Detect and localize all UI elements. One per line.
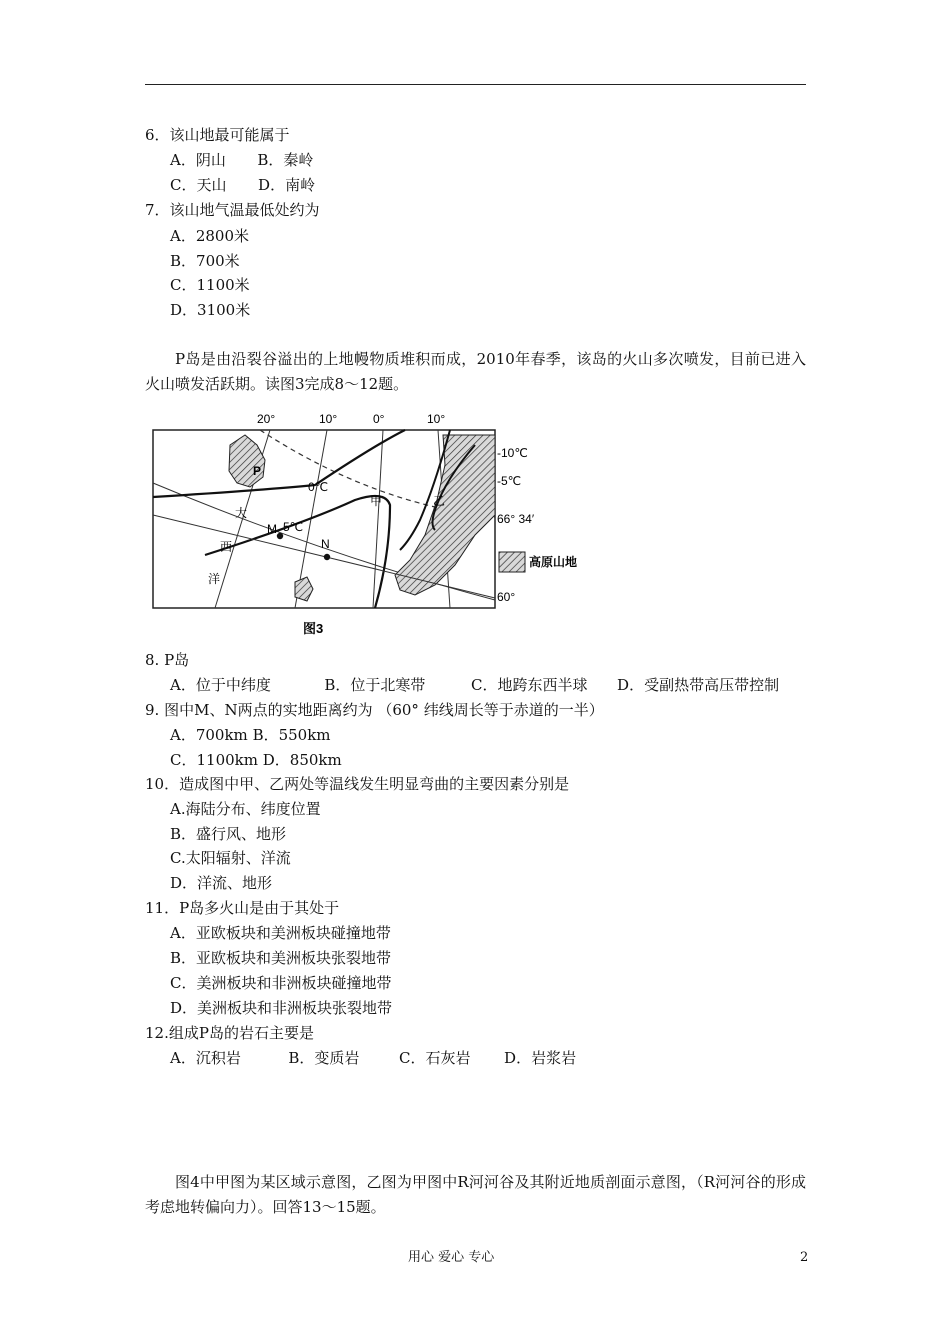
q8-stem: 8. P岛: [145, 651, 190, 669]
q10-option-d: D．洋流、地形: [170, 874, 273, 892]
lon-label-10w: 10°: [319, 412, 338, 426]
q11-option-c: C．美洲板块和非洲板块碰撞地带: [170, 974, 392, 992]
figure-3-map: [145, 405, 605, 640]
q9-option-d: D．850km: [262, 751, 342, 769]
q11-option-d: D．美洲板块和非洲板块张裂地带: [170, 999, 393, 1017]
label-n: N: [321, 537, 330, 551]
label-p: P: [253, 464, 262, 478]
lon-label-10e: 10°: [427, 412, 446, 426]
iso-label-5c: 5℃: [283, 520, 304, 534]
q7-option-c: C．1100米: [170, 276, 250, 294]
q11-stem: 11．P岛多火山是由于其处于: [145, 899, 340, 917]
q7-option-a: A．2800米: [170, 227, 250, 245]
q10-option-a: A.海陆分布、纬度位置: [170, 800, 321, 818]
ocean-char-1: 大: [235, 506, 248, 520]
legend-label: 高原山地: [529, 555, 578, 569]
legend-swatch: [499, 552, 525, 572]
ocean-char-3: 洋: [208, 572, 221, 586]
q9-option-b: B．550km: [252, 726, 331, 744]
q6-stem: 6．该山地最可能属于: [145, 126, 290, 144]
q12-option-a: A．沉积岩: [170, 1049, 241, 1067]
q8-option-d: D．受副热带高压带控制: [617, 676, 780, 694]
map-svg: [145, 405, 605, 640]
q6-option-d: D．南岭: [258, 176, 316, 194]
lon-label-20: 20°: [257, 412, 276, 426]
q6-options-row1: [170, 150, 313, 170]
intro-paragraph-1: P岛是由沿裂谷溢出的上地幔物质堆积而成，2010年春季，该岛的火山多次喷发，目前已进入火山喷发活跃期。读图3完成8～12题。: [145, 350, 806, 393]
lat-label-66: 66° 34′: [497, 512, 535, 526]
iso-label-minus5c: -5℃: [497, 474, 522, 488]
q6-options-row2: [170, 175, 315, 195]
q12-option-b: B．变质岩: [288, 1049, 360, 1067]
q12-option-d: D．岩浆岩: [504, 1049, 577, 1067]
page-number: 2: [800, 1250, 809, 1265]
q9-options-row2: [170, 750, 342, 770]
intro-paragraph-2: 图4中甲图为某区域示意图，乙图为甲图中R河河谷及其附近地质剖面示意图，（R河河谷的形成考虑地转偏向力）。回答13～15题。: [145, 1173, 806, 1216]
q10-option-c: C.太阳辐射、洋流: [170, 849, 291, 867]
lon-label-0: 0°: [373, 412, 385, 426]
q12-stem: 12.组成P岛的岩石主要是: [145, 1024, 314, 1042]
header-rule: [145, 84, 806, 85]
q9-options-row1: [170, 725, 331, 745]
q9-option-a: A．700km: [170, 726, 248, 744]
ocean-char-2: 西: [220, 540, 233, 554]
q7-option-d: D．3100米: [170, 301, 251, 319]
iso-label-minus10c: -10℃: [497, 446, 528, 460]
q8-options: [170, 675, 779, 695]
q9-stem: 9. 图中M、N两点的实地距离约为 （60° 纬线周长等于赤道的一半）: [145, 701, 604, 719]
q8-option-a: A．位于中纬度: [170, 676, 271, 694]
label-yi: 乙: [433, 494, 446, 508]
q8-option-b: B．位于北寒带: [324, 676, 426, 694]
point-n: [324, 554, 330, 560]
q9-option-c: C．1100km: [170, 751, 258, 769]
q6-option-b: B．秦岭: [257, 151, 314, 169]
q11-option-a: A．亚欧板块和美洲板块碰撞地带: [170, 924, 391, 942]
q10-stem: 10．造成图中甲、乙两处等温线发生明显弯曲的主要因素分别是: [145, 775, 570, 793]
iso-label-0c: 0℃: [308, 480, 329, 494]
q6-option-a: A．阴山: [170, 151, 226, 169]
q7-option-b: B．700米: [170, 252, 240, 270]
q12-options: [170, 1048, 576, 1068]
label-jia: 甲: [370, 494, 383, 508]
q10-option-b: B．盛行风、地形: [170, 825, 287, 843]
q12-option-c: C．石灰岩: [399, 1049, 471, 1067]
lat-label-60: 60°: [497, 590, 516, 604]
q7-stem: 7．该山地气温最低处约为: [145, 201, 320, 219]
footer-motto: 用心 爱心 专心: [408, 1250, 495, 1265]
q8-option-c: C．地跨东西半球: [471, 676, 588, 694]
q6-option-c: C．天山: [170, 176, 227, 194]
q11-option-b: B．亚欧板块和美洲板块张裂地带: [170, 949, 392, 967]
label-m: M: [267, 522, 277, 536]
figure-caption: 图3: [303, 621, 324, 636]
